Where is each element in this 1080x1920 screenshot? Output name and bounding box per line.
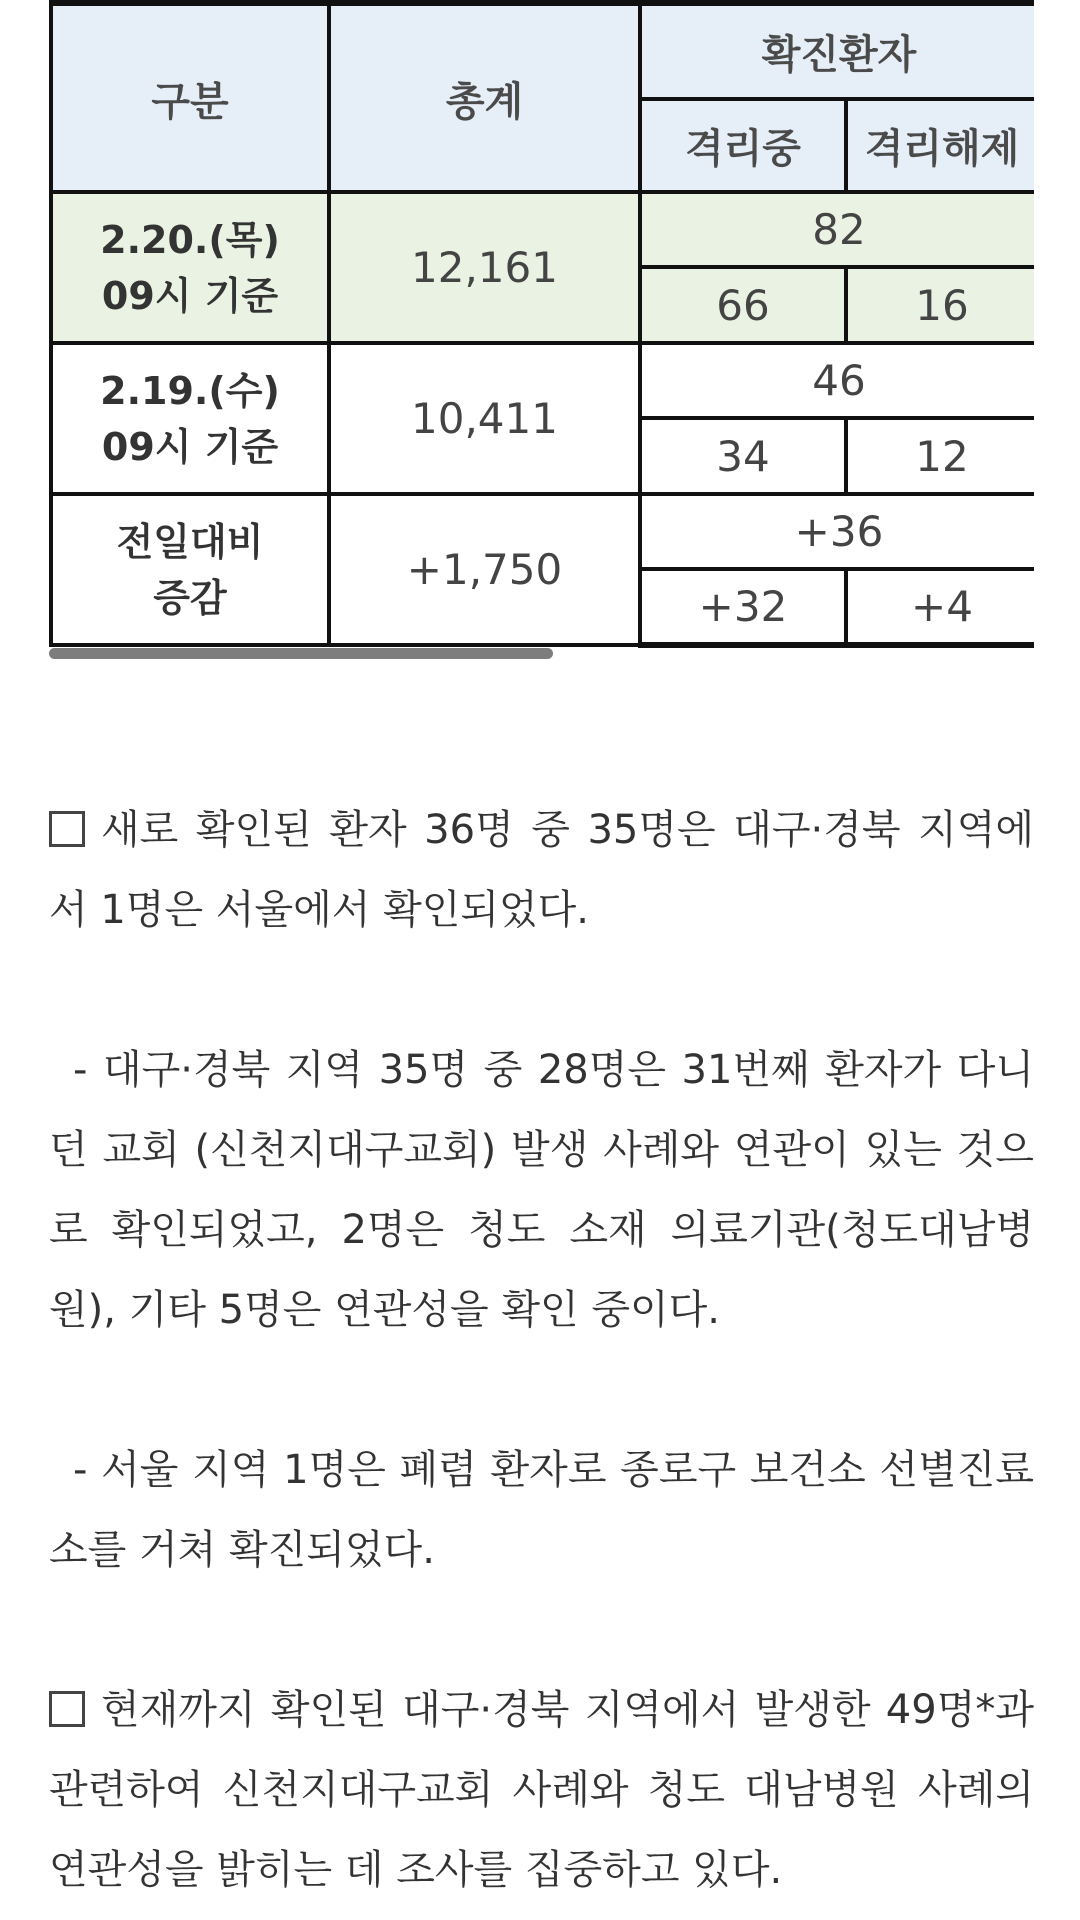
row-released: 12 bbox=[846, 418, 1034, 494]
row-isolating: +32 bbox=[640, 569, 846, 645]
row-label-time: 09시 기준 bbox=[101, 273, 279, 318]
paragraph-text: - 대구·경북 지역 35명 중 28명은 31번째 환자가 다니던 교회 (신천지대구교회) 발생 사례와 연관이 있는 것으로 확인되었고, 2명은 청도 소재 의료기관(청도대남병원), 기타 5명은 연관성을 확인 중이다. bbox=[49, 1047, 1034, 1333]
row-label-change-sub: 증감 bbox=[153, 575, 227, 620]
row-total: +1,750 bbox=[329, 494, 640, 645]
paragraph-text: 현재까지 확인된 대구·경북 지역에서 발생한 49명*과 관련하여 신천지대구교회 사례와 청도 대남병원 사례의 연관성을 밝히는 데 조사를 집중하고 있다. bbox=[49, 1687, 1034, 1893]
paragraph-new-cases bbox=[49, 790, 1034, 950]
header-confirmed: 확진환자 bbox=[640, 3, 1034, 99]
paragraph-text: 새로 확인된 환자 36명 중 35명은 대구·경북 지역에서 1명은 서울에서 확인되었다. bbox=[49, 807, 1034, 933]
row-total: 10,411 bbox=[329, 343, 640, 494]
row-released: 16 bbox=[846, 267, 1034, 343]
article-body bbox=[49, 790, 1034, 1910]
row-label-time: 09시 기준 bbox=[101, 424, 279, 469]
row-label bbox=[51, 192, 329, 343]
paragraph-daegu-details bbox=[49, 1030, 1034, 1350]
header-total: 총계 bbox=[329, 3, 640, 192]
horizontal-scrollbar[interactable] bbox=[49, 648, 553, 659]
row-label-date: 2.19.(수) bbox=[100, 368, 280, 413]
row-confirmed: 82 bbox=[640, 192, 1034, 267]
row-label bbox=[51, 343, 329, 494]
square-bullet-icon bbox=[49, 1691, 85, 1727]
row-label-date: 2.20.(목) bbox=[100, 217, 280, 262]
header-released: 격리해제 bbox=[846, 99, 1034, 192]
stats-table-container[interactable] bbox=[49, 0, 1034, 650]
row-label bbox=[51, 494, 329, 645]
table-row bbox=[51, 343, 1034, 418]
row-released: +4 bbox=[846, 569, 1034, 645]
row-isolating: 66 bbox=[640, 267, 846, 343]
row-isolating: 34 bbox=[640, 418, 846, 494]
header-category: 구분 bbox=[51, 3, 329, 192]
confirmed-cases-table bbox=[49, 0, 1034, 648]
table-row bbox=[51, 494, 1034, 569]
square-bullet-icon bbox=[49, 811, 85, 847]
row-confirmed: +36 bbox=[640, 494, 1034, 569]
row-label-change: 전일대비 bbox=[116, 519, 264, 564]
header-isolating: 격리중 bbox=[640, 99, 846, 192]
table-row bbox=[51, 192, 1034, 267]
table-header-row bbox=[51, 3, 1034, 99]
paragraph-investigation bbox=[49, 1670, 1034, 1910]
paragraph-seoul-details bbox=[49, 1430, 1034, 1590]
row-total: 12,161 bbox=[329, 192, 640, 343]
paragraph-text: - 서울 지역 1명은 폐렴 환자로 종로구 보건소 선별진료소를 거쳐 확진되었다. bbox=[49, 1447, 1034, 1573]
row-confirmed: 46 bbox=[640, 343, 1034, 418]
